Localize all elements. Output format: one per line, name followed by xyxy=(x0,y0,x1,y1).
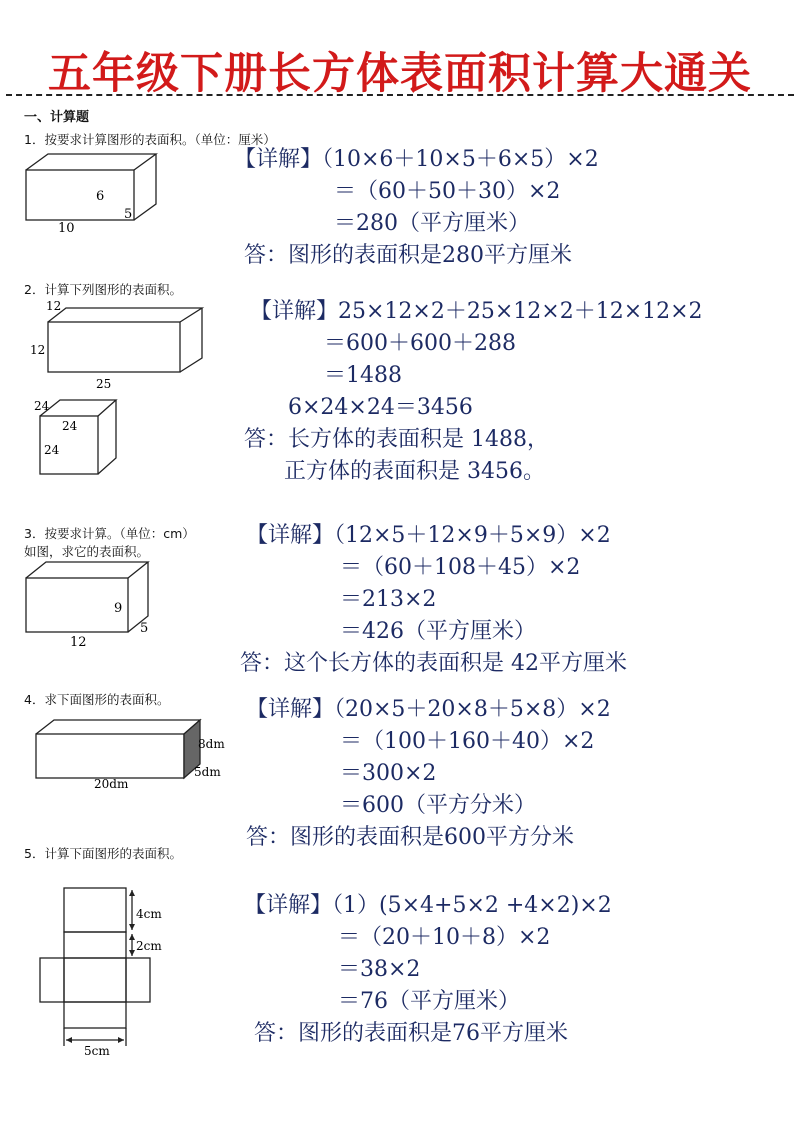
problem-4-cuboid-figure xyxy=(30,714,230,794)
solution-line: ＝1488 xyxy=(324,363,402,388)
problem-1-label-length: 10 xyxy=(58,221,75,236)
problem-2-figures xyxy=(20,296,220,481)
solution-line: ＝（60＋50＋30）×2 xyxy=(334,179,561,204)
problem-5-solution xyxy=(244,890,612,1050)
problem-3-label-length: 12 xyxy=(70,635,87,650)
problem-4-solution xyxy=(246,694,611,854)
problem-2-answer-block xyxy=(244,424,549,488)
solution-line: ＝426（平方厘米） xyxy=(340,619,536,644)
problem-4-question: 4．求下面图形的表面积。 xyxy=(24,692,170,707)
problem-2-answer-2: 正方体的表面积是 3456。 xyxy=(284,459,545,484)
solution-line: 【详解】（10×6＋10×5＋6×5）×2 xyxy=(234,147,599,172)
problem-4-label-length: 20dm xyxy=(94,777,129,791)
cube-label-2: 24 xyxy=(62,419,78,433)
cube-label-3: 24 xyxy=(44,443,60,457)
problem-1-cuboid-figure xyxy=(20,148,170,240)
title-divider xyxy=(6,94,794,96)
solution-line: ＝600（平方分米） xyxy=(340,793,536,818)
solution-line: ＝300×2 xyxy=(340,761,437,786)
problem-5-label-2cm: 2cm xyxy=(136,939,162,953)
problem-5-net-figure xyxy=(36,880,216,1060)
page-title: 五年级下册长方体表面积计算大通关 xyxy=(48,49,752,99)
problem-5-label-4cm: 4cm xyxy=(136,907,162,921)
problem-5-answer: 答：图形的表面积是76平方厘米 xyxy=(254,1021,568,1046)
solution-line: 【详解】（20×5＋20×8＋5×8）×2 xyxy=(246,697,611,722)
solution-line: 【详解】25×12×2＋25×12×2＋12×12×2 xyxy=(250,299,703,324)
problem-4-label-height: 8dm xyxy=(198,737,225,751)
cuboid-label-length: 25 xyxy=(96,377,112,391)
solution-line: ＝76（平方厘米） xyxy=(338,989,520,1014)
problem-5-question: 5．计算下面图形的表面积。 xyxy=(24,846,182,861)
problem-3-question: 3．按要求计算。（单位：cm） xyxy=(24,526,195,541)
cuboid-label-top: 12 xyxy=(46,299,62,313)
problem-2-solution xyxy=(250,296,703,424)
problem-3-cuboid-figure xyxy=(20,556,170,652)
problem-5-label-5cm: 5cm xyxy=(84,1044,110,1058)
problem-1-label-width: 5 xyxy=(124,207,133,222)
section-heading: 一、计算题 xyxy=(24,110,90,125)
problem-1-solution xyxy=(234,144,599,272)
solution-line: ＝（60＋108＋45）×2 xyxy=(340,555,581,580)
solution-line: ＝213×2 xyxy=(340,587,437,612)
solution-line: ＝（100＋160＋40）×2 xyxy=(340,729,595,754)
cube-label-1: 24 xyxy=(34,399,50,413)
solution-line: ＝（20＋10＋8）×2 xyxy=(338,925,551,950)
problem-1-answer: 答：图形的表面积是280平方厘米 xyxy=(244,243,572,268)
solution-line: ＝38×2 xyxy=(338,957,421,982)
problem-3-answer: 答：这个长方体的表面积是 42平方厘米 xyxy=(240,651,627,676)
problem-1-label-height: 6 xyxy=(96,189,105,204)
solution-line: ＝600＋600＋288 xyxy=(324,331,516,356)
solution-line: 【详解】（12×5＋12×9＋5×9）×2 xyxy=(246,523,611,548)
problem-1-question: 1．按要求计算图形的表面积。（单位：厘米） xyxy=(24,132,276,147)
solution-line: 【详解】（1）(5×4+5×2 +4×2)×2 xyxy=(244,893,612,918)
solution-line: ＝280（平方厘米） xyxy=(334,211,530,236)
cuboid-label-side: 12 xyxy=(30,343,46,357)
problem-3-question-2: 如图，求它的表面积。 xyxy=(24,544,150,559)
problem-3-label-height: 9 xyxy=(114,601,123,616)
problem-2-question: 2．计算下列图形的表面积。 xyxy=(24,282,182,297)
solution-line: 6×24×24＝3456 xyxy=(288,395,473,420)
problem-4-label-width: 5dm xyxy=(194,765,221,779)
problem-2-answer: 答：长方体的表面积是 1488， xyxy=(244,427,549,452)
problem-3-label-width: 5 xyxy=(140,621,149,636)
problem-4-answer: 答：图形的表面积是600平方分米 xyxy=(246,825,574,850)
problem-3-solution xyxy=(240,520,627,680)
